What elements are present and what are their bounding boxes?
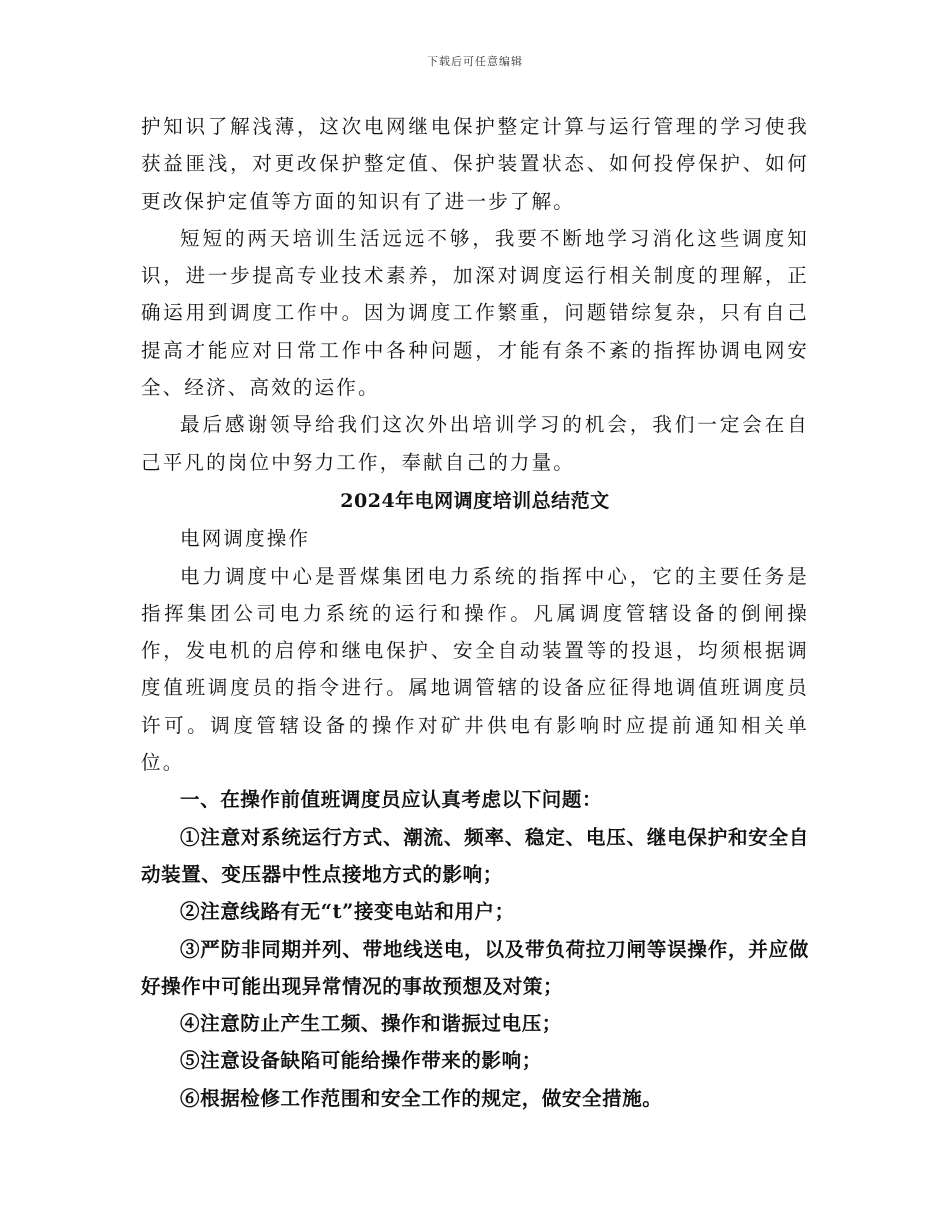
- paragraph-thanks: 最后感谢领导给我们这次外出培训学习的机会，我们一定会在自己平凡的岗位中努力工作，奉献自己的力量。: [141, 413, 809, 474]
- list-item: ⑤注意设备缺陷可能给操作带来的影响；: [180, 1049, 542, 1073]
- section-intro: 电力调度中心是晋煤集团电力系统的指挥中心，它的主要任务是指挥集团公司电力系统的运行和操作。凡属调度管辖设备的倒闸操作，发电机的启停和继电保护、安全自动装置等的投退，均须根据调度值班调度员的指令进行。属地调管辖的设备应征得地调值班调度员许可。调度管辖设备的操作对矿井供电有影响时应提前通知相关单位。: [141, 564, 809, 775]
- section-title: 2024年电网调度培训总结范文: [340, 489, 610, 512]
- paragraph-training-reflection: 短短的两天培训生活远远不够，我要不断地学习消化这些调度知识，进一步提高专业技术素养，加深对调度运行相关制度的理解，正确运用到调度工作中。因为调度工作繁重，问题错综复杂，只有自己提高才能应对日常工作中各种问题，才能有条不紊的指挥协调电网安全、经济、高效的运作。: [141, 226, 809, 400]
- list-item: ①注意对系统运行方式、潮流、频率、稳定、电压、继电保护和安全自动装置、变压器中性点接地方式的影响；: [141, 825, 809, 886]
- list-item: ③严防非同期并列、带地线送电，以及带负荷拉刀闸等误操作，并应做好操作中可能出现异常情况的事故预想及对策；: [141, 937, 809, 998]
- section-subtitle: 电网调度操作: [180, 527, 311, 551]
- paragraph-continuation: 护知识了解浅薄，这次电网继电保护整定计算与运行管理的学习使我获益匪浅，对更改保护整定值、保护装置状态、如何投停保护、如何更改保护定值等方面的知识有了进一步了解。: [141, 115, 809, 213]
- list-item: ②注意线路有无“t”接变电站和用户；: [180, 900, 515, 924]
- list-item: ⑥根据检修工作范围和安全工作的规定，做安全措施。: [180, 1086, 663, 1110]
- page-header: 下载后可任意编辑: [427, 55, 523, 68]
- list-item: ④注意防止产生工频、操作和谐振过电压；: [180, 1012, 562, 1036]
- document-body: [141, 108, 809, 1117]
- heading-pre-operation: 一、在操作前值班调度员应认真考虑以下问题：: [180, 788, 603, 812]
